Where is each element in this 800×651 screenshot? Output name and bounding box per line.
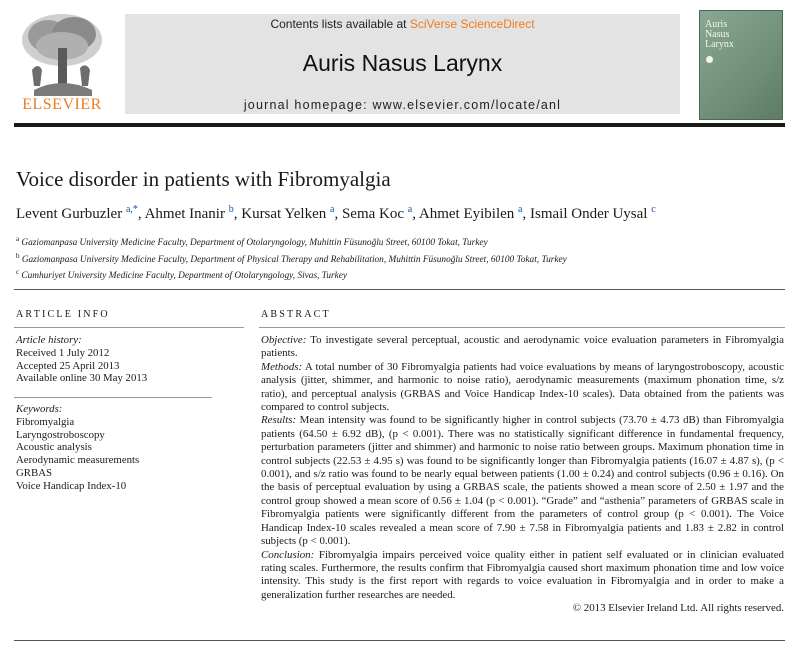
keyword-item: Aerodynamic measurements: [16, 454, 140, 467]
article-title: Voice disorder in patients with Fibromyalgia: [16, 167, 391, 191]
keyword-item: GRBAS: [16, 466, 53, 479]
journal-cover-image: [699, 10, 783, 120]
author-list: [16, 204, 656, 223]
history-item: Available online 30 May 2013: [16, 372, 148, 385]
author-name: , Ahmet Inanir: [137, 206, 229, 222]
affiliation-divider: [14, 289, 785, 290]
publisher-logo-text: ELSEVIER: [22, 96, 102, 113]
author-affil-mark[interactable]: b: [228, 204, 234, 215]
abstract-body: [261, 334, 784, 616]
header-divider: [14, 123, 785, 127]
author-name: , Kursat Yelken: [233, 206, 330, 222]
history-item: Accepted 25 April 2013: [16, 359, 120, 372]
keyword-item: Fibromyalgia: [16, 415, 75, 428]
article-history: [16, 334, 216, 385]
history-item: Received 1 July 2012: [16, 346, 110, 359]
history-rule: [14, 397, 212, 398]
article-info-heading: ARTICLE INFO: [16, 309, 110, 320]
copyright-notice: © 2013 Elsevier Ireland Ltd. All rights reserved.: [572, 602, 784, 615]
cover-badge-icon: [706, 56, 713, 63]
journal-name: Auris Nasus Larynx: [302, 50, 503, 76]
keywords: [16, 403, 216, 493]
author-affil-mark[interactable]: a: [518, 204, 523, 215]
author-affil-mark[interactable]: c: [651, 204, 656, 215]
author-affil-mark[interactable]: a: [329, 204, 335, 215]
journal-homepage[interactable]: journal homepage: www.elsevier.com/locate/anl: [243, 98, 562, 112]
author-affil-mark[interactable]: a,*: [125, 204, 138, 215]
article-info-rule: [14, 327, 244, 328]
author-name: , Ahmet Eyibilen: [412, 206, 519, 222]
abstract-conclusion: Conclusion: Fibromyalgia impairs perceived voice quality either in patient self evaluated or in clinician evaluated rating scales. Furthermore, the results confirm that Fibromyalgia caused short maximum phonation time and low voice intensity. This study is the first report with regards to voice evaluation in Fibromyalgia and in order to make a generalization further researches are needed.: [261, 548, 784, 601]
affiliation-item: $^b$ Gaziomanpasa University Medicine Faculty, Department of Physical Therapy and Rehabilitation, Muhittin Füsunoğlu Street, 60100 Tokat, Turkey: [16, 251, 567, 265]
footer-divider: [14, 640, 785, 641]
keyword-item: Laryngostroboscopy: [16, 428, 105, 441]
affiliation-item: $^c$ Cumhuriyet University Medicine Faculty, Department of Otolaryngology, Sivas, Turkey: [16, 268, 348, 282]
journal-header-band: [125, 14, 680, 114]
abstract-results: Results: Mean intensity was found to be significantly higher in control subjects (73.70 ± 4.73 dB) than Fibromyalgia patients (64.50 ± 6.92 dB), (p < 0.001). There was no statistically significant difference in fundamental frequency, perturbation parameters (jitter and shimmer) and harmonic to noise ratio between groups. Maximum phonation time in control subjects (22.53 ± 4.95 s) was found to be significantly longer than Fibromyalgia patients (16.07 ± 4.87 s), (p < 0.001), and s/z ratio was found to be nearly equal between patients (1.00 ± 0.24) and control subjects (0.96 ± 0.16). On the basis of perceptual evaluation by using a GRBAS scale, the patients showed a mean score of 2.50 ± 1.97 and the control group showed a mean score of 0.56 ± 1.04 (p < 0.001). “Grade” and “asthenia” parameters of GRBAS scale in Fibromyalgia patients were significantly different from the parameters of control group (p < 0.001). The Voice Handicap Index-10 scales revealed a mean score of 7.90 ± 7.58 in Fibromyalgia patients and 1.83 ± 2.82 in control subjects (p < 0.001).: [261, 414, 784, 548]
affiliations: [16, 233, 567, 283]
cover-title: Auris Nasus Larynx: [705, 19, 734, 50]
contents-line: [125, 17, 680, 31]
sciencedirect-link[interactable]: SciVerse ScienceDirect: [409, 17, 535, 31]
author-name: , Sema Koc: [334, 206, 408, 222]
abstract-objective: Objective: To investigate several perceptual, acoustic and aerodynamic voice evaluation parameters in Fibromyalgia patients.: [261, 334, 784, 360]
author-name: , Ismail Onder Uysal: [522, 206, 652, 222]
author-affil-mark[interactable]: a: [407, 204, 413, 215]
abstract-heading: ABSTRACT: [261, 309, 331, 320]
keywords-label: Keywords:: [16, 403, 63, 415]
keyword-item: Acoustic analysis: [16, 441, 92, 454]
history-label: Article history:: [16, 334, 82, 346]
affiliation-item: $^a$ Gaziomanpasa University Medicine Faculty, Department of Otolaryngology, Muhittin Füsunoğlu Street, 60100 Tokat, Turkey: [16, 235, 488, 249]
author-name: Levent Gurbuzler: [16, 206, 126, 222]
abstract-methods: Methods: A total number of 30 Fibromyalgia patients had voice evaluations by means of laryngostroboscopy, acoustic analysis (jitter, shimmer, and harmonic to noise ratio), aerodynamic measurements (maximum phonation time, s/z ratio), and perceptual analysis (GRBAS and Voice Handicap Index-10 scales). Data obtained from the patients was compared to control subjects.: [261, 360, 784, 414]
keyword-item: Voice Handicap Index-10: [16, 479, 127, 492]
contents-prefix: Contents lists available at: [270, 17, 410, 31]
abstract-rule: [259, 327, 785, 328]
